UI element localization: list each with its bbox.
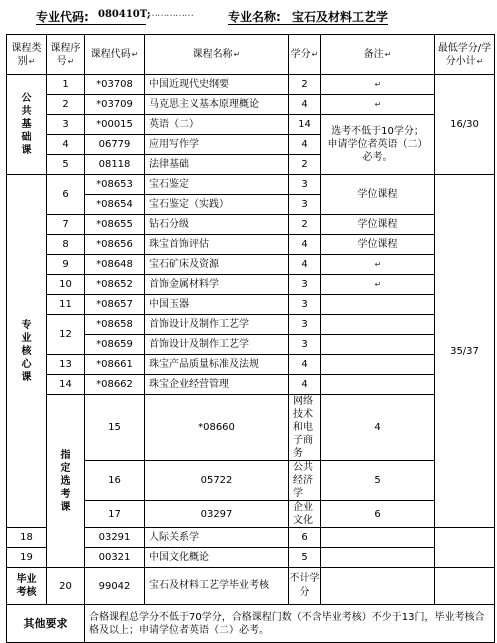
row-seq: 20: [47, 568, 85, 605]
min-credits-core: 35/37: [435, 175, 495, 528]
table-row: [7, 215, 495, 235]
row-seq: 13: [47, 355, 85, 375]
code-underline: [36, 24, 146, 25]
col-header-category-text: 课程类别: [11, 42, 42, 67]
row-seq: 6: [47, 175, 85, 215]
row-name: 钻石分级: [145, 215, 289, 235]
row-credits: 4: [321, 395, 435, 461]
remark-degree: 学位课程: [321, 215, 435, 235]
col-header-code: 课程代码↵: [85, 35, 145, 75]
row-credits: 3: [289, 175, 321, 195]
row-credits: 2: [289, 155, 321, 175]
row-code: *08653: [85, 175, 145, 195]
col-header-name-text: 课程名称: [192, 49, 233, 60]
remark-degree: 学位课程: [321, 175, 435, 215]
table-row: [7, 315, 495, 335]
row-name: 应用写作学: [145, 135, 289, 155]
col-header-remark: 备注↵: [321, 35, 435, 75]
row-seq: 14: [47, 375, 85, 395]
table-row: [7, 295, 495, 315]
row-code: *08657: [85, 295, 145, 315]
row-remark: [321, 335, 435, 355]
row-credits: 3: [289, 295, 321, 315]
col-header-min-text: 最低学分/学分小计: [437, 42, 492, 67]
row-name: 中国玉器: [145, 295, 289, 315]
row-name: 宝石矿床及资源: [145, 255, 289, 275]
row-name: 首饰设计及制作工艺学: [145, 315, 289, 335]
col-header-remark-text: 备注: [363, 49, 384, 60]
col-header-seq-text: 课程序号: [50, 42, 81, 67]
row-seq: 17: [85, 501, 145, 528]
row-seq: 9: [47, 255, 85, 275]
row-remark: [321, 548, 435, 568]
row-credits: 4: [289, 135, 321, 155]
row-code: *08662: [85, 375, 145, 395]
col-header-seq: 课程序号↵: [47, 35, 85, 75]
row-credits: 3: [289, 275, 321, 295]
row-seq: 3: [47, 115, 85, 135]
category-graduation-text: 毕业考核: [16, 574, 37, 598]
row-seq: 10: [47, 275, 85, 295]
row-remark: ↵: [321, 75, 435, 95]
table-row: [7, 75, 495, 95]
row-seq: 7: [47, 215, 85, 235]
row-code: 05722: [145, 461, 289, 501]
table-row: [7, 175, 495, 195]
row-credits: 4: [289, 95, 321, 115]
category-elective: [47, 395, 85, 568]
row-name: 宝石及材料工艺学毕业考核: [145, 568, 289, 605]
row-code: *08652: [85, 275, 145, 295]
col-header-min: 最低学分/学分小计↵: [435, 35, 495, 75]
row-code: 06779: [85, 135, 145, 155]
col-header-code-text: 课程代码: [90, 49, 131, 60]
row-credits: 5: [321, 461, 435, 501]
row-remark: ↵: [321, 275, 435, 295]
table-row: [7, 375, 495, 395]
row-name: 网络技术和电子商务: [289, 395, 321, 461]
row-credits: 3: [289, 335, 321, 355]
row-code: 00321: [85, 548, 145, 568]
row-code: *08656: [85, 235, 145, 255]
row-code: 99042: [85, 568, 145, 605]
table-row: [7, 235, 495, 255]
row-name: 企业文化: [289, 501, 321, 528]
row-credits: 不计学分: [289, 568, 321, 605]
row-seq: 18: [7, 528, 47, 548]
row-seq: 8: [47, 235, 85, 255]
row-seq: 1: [47, 75, 85, 95]
category-elective-text: 指定选考课: [60, 449, 71, 513]
remark-public-exam: 选考不低于10学分；申请学位者英语（二）必考。: [321, 115, 435, 175]
row-seq: 19: [7, 548, 47, 568]
row-code: 08118: [85, 155, 145, 175]
row-credits: 5: [289, 548, 321, 568]
row-remark: [321, 295, 435, 315]
row-remark: [321, 315, 435, 335]
row-code: *00015: [85, 115, 145, 135]
row-seq: 4: [47, 135, 85, 155]
table-row: [7, 95, 495, 115]
min-credits-graduation: [435, 568, 495, 605]
row-name: 宝石鉴定: [145, 175, 289, 195]
row-seq: 15: [85, 395, 145, 461]
row-seq: 5: [47, 155, 85, 175]
course-table: [6, 34, 495, 643]
row-credits: 4: [289, 235, 321, 255]
row-credits: 6: [289, 528, 321, 548]
major-name-value: 宝石及材料工艺学: [292, 10, 389, 24]
row-remark: [321, 355, 435, 375]
min-credits-public: 16/30: [435, 75, 495, 175]
row-credits: 4: [289, 355, 321, 375]
table-row: [7, 395, 495, 461]
table-row: [7, 115, 495, 135]
table-row: [7, 605, 495, 643]
category-other: 其他要求: [7, 605, 85, 643]
row-seq: 16: [85, 461, 145, 501]
row-code: *08648: [85, 255, 145, 275]
col-header-name: 课程名称↵: [145, 35, 289, 75]
row-name: 法律基础: [145, 155, 289, 175]
row-code: 03297: [145, 501, 289, 528]
category-public-text: 公共基础课: [21, 93, 32, 156]
row-name: 英语（二）: [145, 115, 289, 135]
row-seq: 2: [47, 95, 85, 115]
row-code: *08659: [85, 335, 145, 355]
category-core: [7, 175, 47, 528]
row-name: 宝石鉴定（实践）: [145, 195, 289, 215]
row-credits: 3: [289, 315, 321, 335]
table-row: [7, 355, 495, 375]
row-name: 马克思主义基本原理概论: [145, 95, 289, 115]
row-name: 珠宝企业经营管理: [145, 375, 289, 395]
row-credits: 3: [289, 195, 321, 215]
row-code: *08654: [85, 195, 145, 215]
row-code: *03709: [85, 95, 145, 115]
row-name: 中国近现代史纲要: [145, 75, 289, 95]
table-row: [7, 568, 495, 605]
col-header-credits-text: 学分: [290, 49, 311, 60]
category-graduation: [7, 568, 47, 605]
row-seq: 11: [47, 295, 85, 315]
table-row: [7, 255, 495, 275]
row-name: 公共经济学: [289, 461, 321, 501]
row-seq: 12: [47, 315, 85, 355]
row-credits: 4: [289, 255, 321, 275]
row-name: 中国文化概论: [145, 548, 289, 568]
row-remark: ↵: [321, 255, 435, 275]
row-credits: 2: [289, 215, 321, 235]
row-name: 珠宝产品质量标准及法规: [145, 355, 289, 375]
other-requirements-text: 合格课程总学分不低于70学分，合格课程门数（不含毕业考核）不少于13门，毕业考核合格及以上；申请学位者英语（二）必考。: [85, 605, 495, 643]
category-public: [7, 75, 47, 175]
row-remark: [321, 568, 435, 605]
row-name: 珠宝首饰评估: [145, 235, 289, 255]
row-code: *08658: [85, 315, 145, 335]
row-code: *08661: [85, 355, 145, 375]
remark-degree: 学位课程: [321, 235, 435, 255]
col-header-credits: 学分↵: [289, 35, 321, 75]
row-code: 03291: [85, 528, 145, 548]
category-core-text: 专业核心课: [21, 319, 32, 383]
major-code-label: 专业代码:: [36, 10, 89, 24]
major-name-label: 专业名称:: [228, 10, 281, 24]
row-name: 人际关系学: [145, 528, 289, 548]
header-dots: ……………: [148, 8, 193, 19]
table-row: [7, 275, 495, 295]
row-name: 首饰设计及制作工艺学: [145, 335, 289, 355]
row-remark: [321, 528, 435, 548]
col-header-category: 课程类别↵: [7, 35, 47, 75]
row-code: *08660: [145, 395, 289, 461]
row-credits: 4: [289, 375, 321, 395]
row-remark: ↵: [321, 95, 435, 115]
table-header-row: [7, 35, 495, 75]
row-credits: 6: [321, 501, 435, 528]
name-underline: [228, 24, 388, 25]
row-remark: [321, 375, 435, 395]
row-name: 首饰金属材料学: [145, 275, 289, 295]
row-credits: 2: [289, 75, 321, 95]
page-header: [0, 0, 497, 34]
row-code: *08655: [85, 215, 145, 235]
row-credits: 14: [289, 115, 321, 135]
row-code: *03708: [85, 75, 145, 95]
major-code-value: 080410T;: [98, 9, 151, 20]
